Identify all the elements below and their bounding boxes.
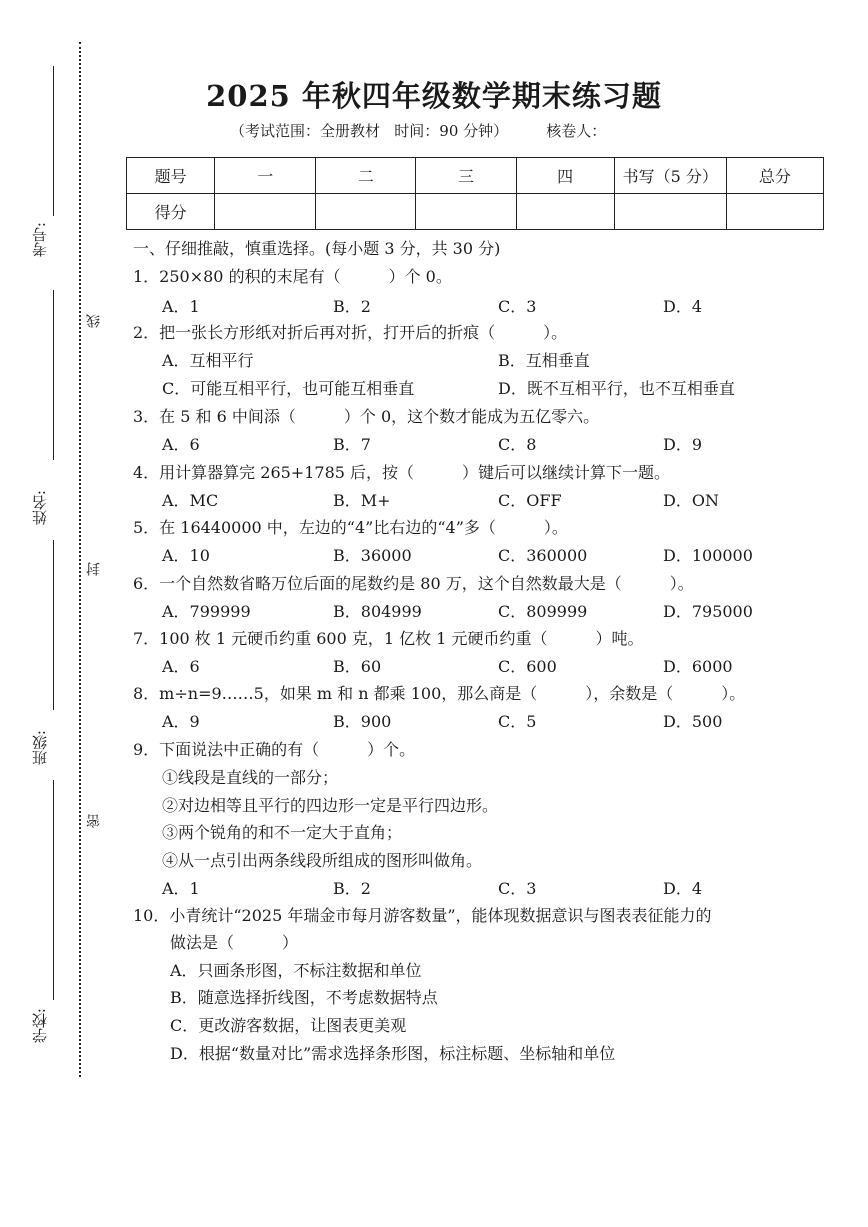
statement: ①线段是直线的一部分； xyxy=(162,768,339,787)
option-a[interactable]: A．9 xyxy=(162,712,200,731)
question-stem: 6．一个自然数省略万位后面的尾数约是 80 万，这个自然数最大是（ ）。 xyxy=(133,574,694,593)
option-b[interactable]: B．804999 xyxy=(333,602,422,621)
option-b[interactable]: B．7 xyxy=(333,435,371,454)
option-d[interactable]: D．6000 xyxy=(663,657,733,676)
option-c[interactable]: C．600 xyxy=(498,657,557,676)
option-d[interactable]: D．ON xyxy=(663,491,719,510)
score-table-cell: 得分 xyxy=(127,194,215,230)
option-b[interactable]: B．900 xyxy=(333,712,392,731)
option-b[interactable]: B．2 xyxy=(333,879,371,898)
score-table xyxy=(126,157,824,230)
exam-number-label: 考号: xyxy=(31,222,49,258)
score-input-cell[interactable] xyxy=(726,194,823,230)
statement: ③两个锐角的和不一定大于直角； xyxy=(162,823,403,842)
option-a[interactable]: A．10 xyxy=(162,546,210,565)
name-blank xyxy=(53,540,54,710)
question-stem: 9．下面说法中正确的有（ ）个。 xyxy=(133,740,416,759)
option-c[interactable]: C．3 xyxy=(498,879,537,898)
question-stem: 3．在 5 和 6 中间添（ ）个 0，这个数才能成为五亿零六。 xyxy=(133,407,600,426)
question-stem: 10．小青统计“2025 年瑞金市每月游客数量”，能体现数据意识与图表表征能力的 xyxy=(133,906,712,925)
page-title: 2025 年秋四年级数学期末练习题 xyxy=(206,79,662,113)
score-input-cell[interactable] xyxy=(316,194,416,230)
option-d[interactable]: D．9 xyxy=(663,435,703,454)
option-d[interactable]: D．既不互相平行，也不互相垂直 xyxy=(498,379,735,398)
score-table-cell: 一 xyxy=(215,158,316,194)
section-heading: 一、仔细推敲，慎重选择。(每小题 3 分，共 30 分) xyxy=(133,239,501,258)
option-a[interactable]: A．6 xyxy=(162,657,200,676)
option-c[interactable]: C．可能互相平行，也可能互相垂直 xyxy=(162,379,415,398)
option-a[interactable]: A．MC xyxy=(162,491,219,510)
question-stem: 7．100 枚 1 元硬币约重 600 克，1 亿枚 1 元硬币约重（ ）吨。 xyxy=(133,629,644,648)
exam-info: （考试范围：全册教材 时间：90 分钟） 核卷人： xyxy=(230,122,607,140)
option-b[interactable]: B．M+ xyxy=(333,491,391,510)
score-table-cell: 二 xyxy=(316,158,416,194)
score-table-cell: 四 xyxy=(516,158,614,194)
option-a[interactable]: A．799999 xyxy=(162,602,251,621)
class-blank xyxy=(53,780,54,1000)
question-stem: 1．250×80 的积的末尾有（ ）个 0。 xyxy=(133,267,452,286)
option-c[interactable]: C．360000 xyxy=(498,546,588,565)
score-input-cell[interactable] xyxy=(416,194,516,230)
option-b[interactable]: B．36000 xyxy=(333,546,412,565)
option-a[interactable]: A．互相平行 xyxy=(162,351,254,370)
score-table-header-row xyxy=(127,158,824,194)
question-stem: 5．在 16440000 中，左边的“4”比右边的“4”多（ ）。 xyxy=(133,518,568,537)
option-b[interactable]: B．60 xyxy=(333,657,382,676)
option-b[interactable]: B．互相垂直 xyxy=(498,351,590,370)
school-label: 学校: xyxy=(31,1008,49,1044)
question-stem: 4．用计算器算完 265+1785 后，按（ ）键后可以继续计算下一题。 xyxy=(133,463,671,482)
option-d[interactable]: D．500 xyxy=(663,712,723,731)
option-a[interactable]: A．只画条形图，不标注数据和单位 xyxy=(170,961,422,980)
option-c[interactable]: C．更改游客数据，让图表更美观 xyxy=(170,1016,407,1035)
question-stem-continued: 做法是（ ） xyxy=(170,933,299,952)
exam-number-blank-lower xyxy=(53,290,54,460)
score-input-cell[interactable] xyxy=(215,194,316,230)
score-table-cell: 三 xyxy=(416,158,516,194)
seal-char-line: 线 xyxy=(86,314,102,328)
option-a[interactable]: A．1 xyxy=(162,297,200,316)
statement: ②对边相等且平行的四边形一定是平行四边形。 xyxy=(162,796,499,815)
name-label: 姓名: xyxy=(31,490,49,526)
option-a[interactable]: A．6 xyxy=(162,435,200,454)
statement: ④从一点引出两条线段所组成的图形叫做角。 xyxy=(162,851,483,870)
option-d[interactable]: D．100000 xyxy=(663,546,753,565)
seal-char-secret: 密 xyxy=(86,814,102,828)
score-table-cell: 书写（5 分） xyxy=(614,158,726,194)
score-input-cell[interactable] xyxy=(516,194,614,230)
option-a[interactable]: A．1 xyxy=(162,879,200,898)
question-stem: 2．把一张长方形纸对折后再对折，打开后的折痕（ ）。 xyxy=(133,323,568,342)
option-b[interactable]: B．随意选择折线图，不考虑数据特点 xyxy=(170,988,438,1007)
score-table-cell: 总分 xyxy=(726,158,823,194)
score-table-cell: 题号 xyxy=(127,158,215,194)
option-c[interactable]: C．5 xyxy=(498,712,537,731)
binding-dotted-line xyxy=(79,42,81,1077)
option-d[interactable]: D．4 xyxy=(663,297,703,316)
option-b[interactable]: B．2 xyxy=(333,297,371,316)
option-d[interactable]: D．795000 xyxy=(663,602,753,621)
option-c[interactable]: C．8 xyxy=(498,435,537,454)
score-table-score-row xyxy=(127,194,824,230)
option-d[interactable]: D．4 xyxy=(663,879,703,898)
seal-char-seal: 封 xyxy=(86,562,102,576)
question-stem: 8．m÷n=9……5，如果 m 和 n 都乘 100，那么商是（ ），余数是（ ）。 xyxy=(133,684,746,703)
score-input-cell[interactable] xyxy=(614,194,726,230)
class-label: 班级: xyxy=(31,730,49,766)
option-c[interactable]: C．3 xyxy=(498,297,537,316)
option-d[interactable]: D．根据“数量对比”需求选择条形图，标注标题、坐标轴和单位 xyxy=(170,1044,616,1063)
option-c[interactable]: C．809999 xyxy=(498,602,588,621)
option-c[interactable]: C．OFF xyxy=(498,491,562,510)
